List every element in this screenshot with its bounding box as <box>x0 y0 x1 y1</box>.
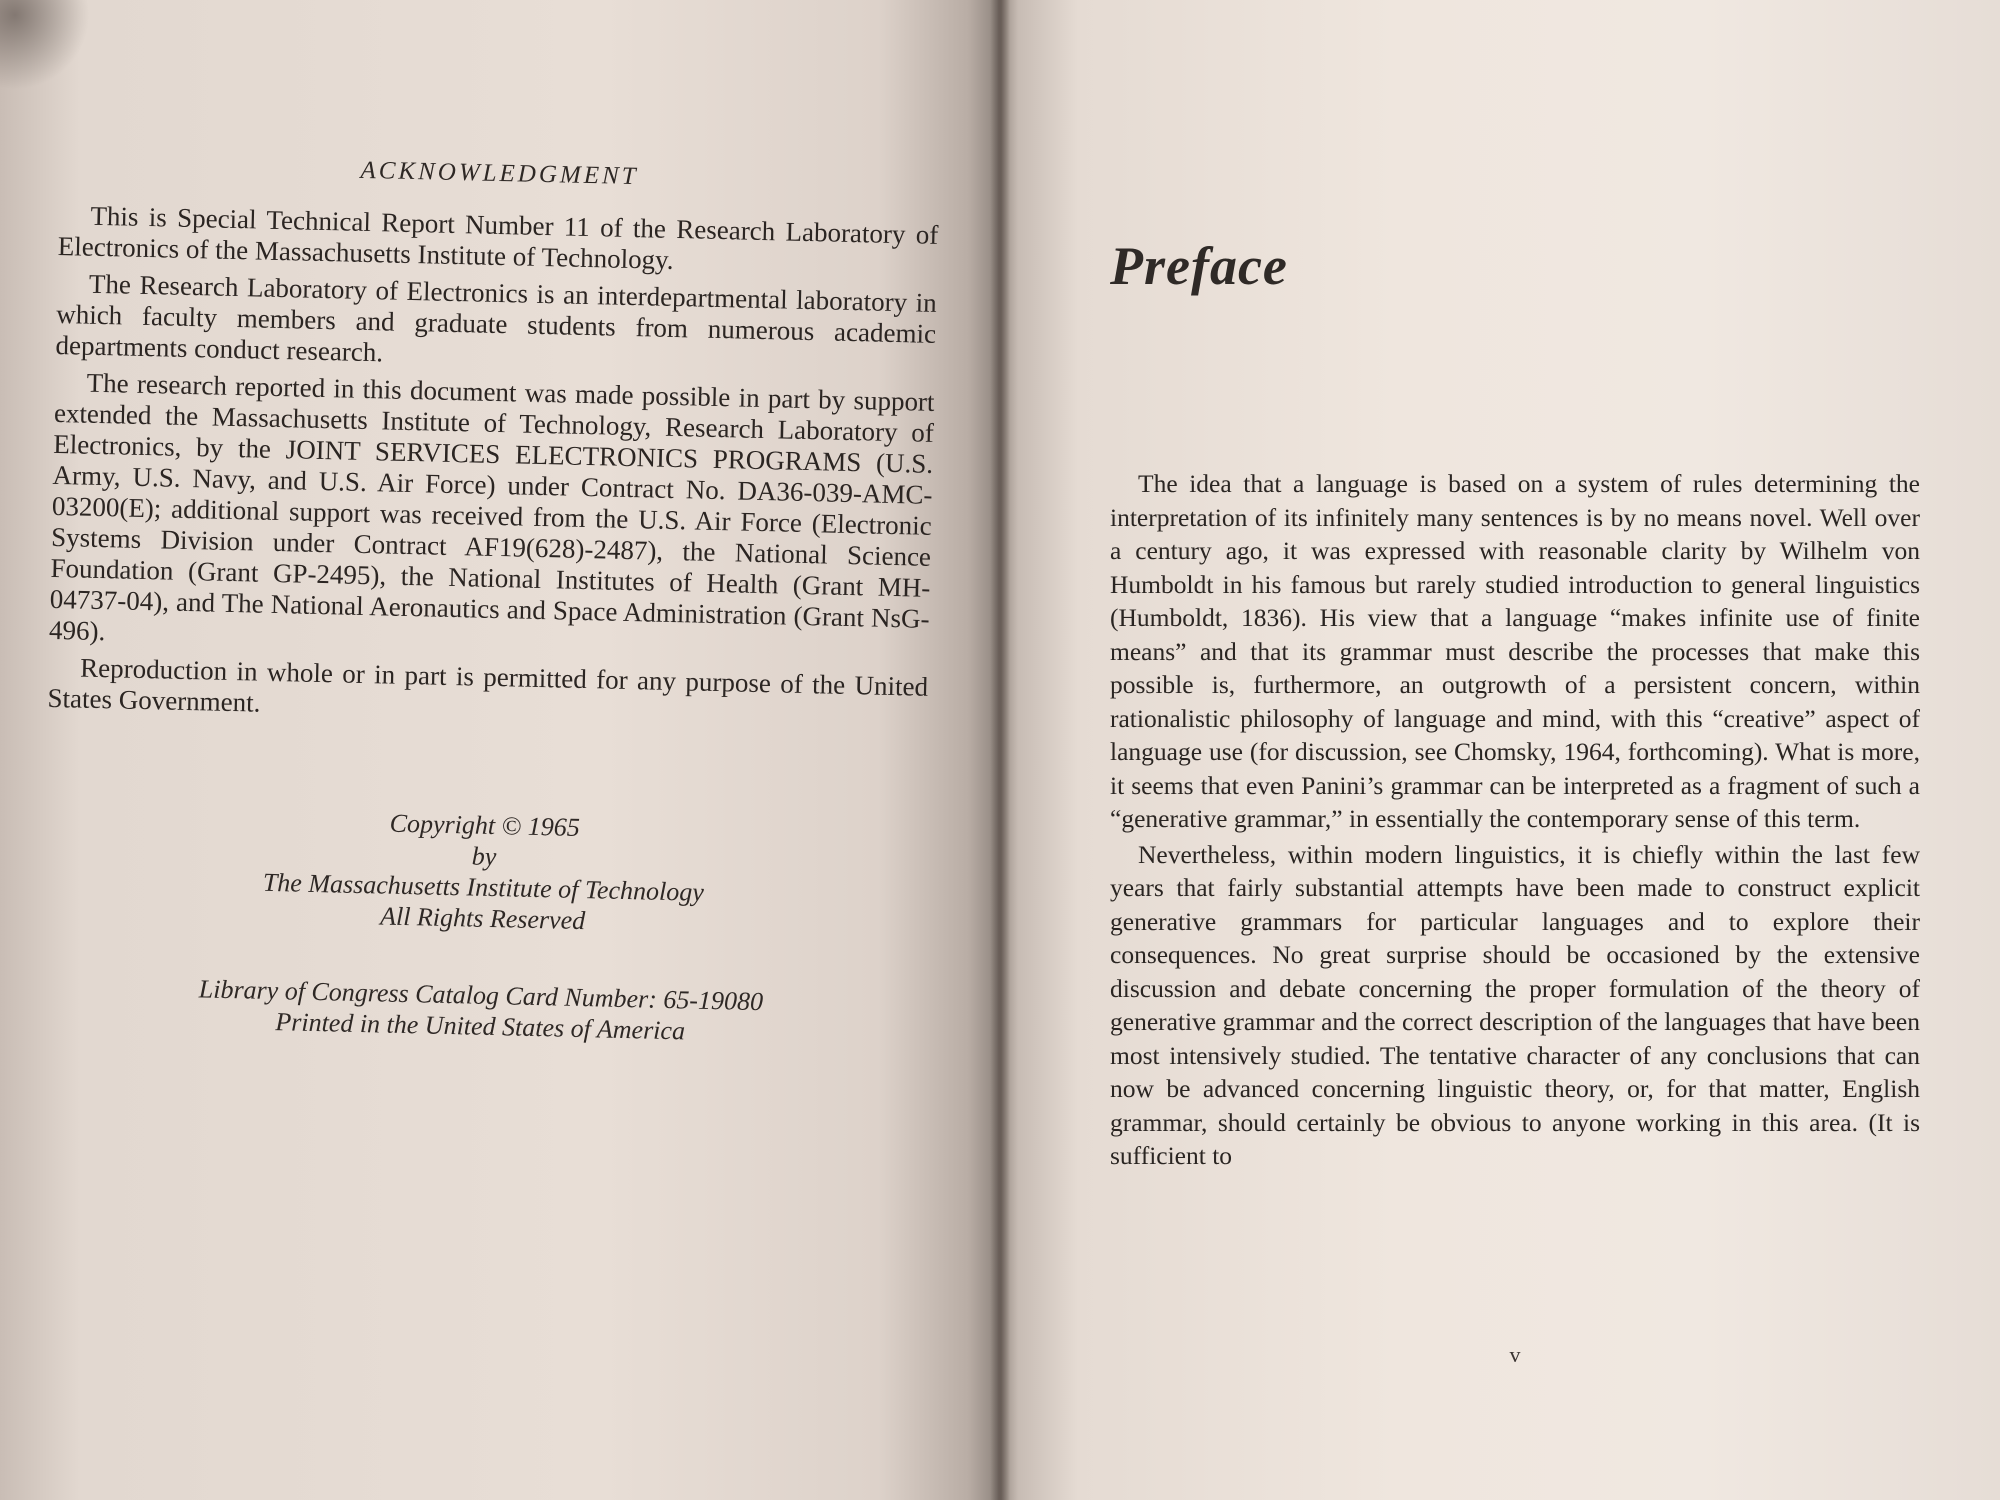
preface-paragraph-1: The idea that a language is based on a system of rules determining the interpretation of its infinitely many sentences is by no means novel. Well over a century ago, it was expressed with reasonable clarity by Wilhelm von Humboldt in his famous but rarely studied introduction to general linguistics (Humboldt, 1836). His view that a language “makes infinite use of finite means” and that its grammar must describe the processes that make this possible is, furthermore, an outgrowth of a persistent concern, within rationalistic philosophy of language and mind, with this “creative” aspect of language use (for discussion, see Chomsky, 1964, forthcoming). What is more, it seems that even Panini’s grammar can be interpreted as a fragment of such a “generative grammar,” in essentially the contemporary sense of this term. <box>1110 469 1920 833</box>
corner-shadow <box>0 0 90 90</box>
preface-paragraph-2: Nevertheless, within modern linguistics, it is chiefly within the last few years that fairly substantial attempts have been made to construct explicit generative grammars for particular languages and to explore their consequences. No great surprise should be occasioned by the extensive discussion and debate concerning the proper formulation of the theory of generative grammar and the correct description of the languages that have been most intensively studied. The tentative character of any conclusions that can now be advanced concerning linguistic theory, or, for that matter, English grammar, should certainly be obvious to anyone working in this area. (It is sufficient to <box>1110 839 1920 1170</box>
acknowledgment-heading: ACKNOWLEDGMENT <box>360 156 639 191</box>
page-number: v <box>1509 1342 1521 1367</box>
acknowledgment-paragraph-3: The research reported in this document was made possible in part by support extended the Massachusetts Institute of Technology, Research Laboratory of Electronics, by the JOINT SERVICES ELECTRONICS PROGRAMS (U.S. Army, U.S. Navy, and U.S. Air Force) under Contract No. DA36-039-AMC-03200(E); additional support was received from the U.S. Air Force (Electronic Systems Division under Contract AF19(628)-2487), the National Science Foundation (Grant GP-2495), the National Institutes of Health (Grant MH-04737-04), and The National Aeronautics and Space Administration (Grant NsG-496). <box>48 367 935 647</box>
acknowledgment-paragraph-2: The Research Laboratory of Electronics is an interdepartmental laboratory in which faculty members and graduate students from numerous academic departments conduct research. <box>55 268 938 368</box>
preface-title: Preface <box>1110 236 1288 296</box>
preface-section <box>1110 235 1920 1175</box>
preface-body <box>1110 467 1920 1173</box>
acknowledgment-section <box>40 150 940 1052</box>
copyright-notice <box>42 800 925 944</box>
book-gutter <box>990 0 1010 1500</box>
acknowledgment-paragraph-1: This is Special Technical Report Number 11 of the Research Laboratory of Electronics of the Massachusetts Institute of Technology. <box>57 200 939 275</box>
copyright-by-line: by <box>471 841 497 872</box>
copyright-line: Copyright © 1965 <box>389 808 581 842</box>
copyright-holder-line: The Massachusetts Institute of Technology <box>262 867 705 907</box>
acknowledgment-paragraph-4: Reproduction in whole or in part is permitted for any purpose of the United States Government. <box>47 652 929 718</box>
printed-in-line: Printed in the United States of America <box>275 1007 686 1046</box>
rights-reserved-line: All Rights Reserved <box>379 901 586 936</box>
left-page <box>0 0 998 1500</box>
library-info <box>40 970 921 1052</box>
catalog-number-line: Library of Congress Catalog Card Number: 65-19080 <box>198 974 764 1017</box>
